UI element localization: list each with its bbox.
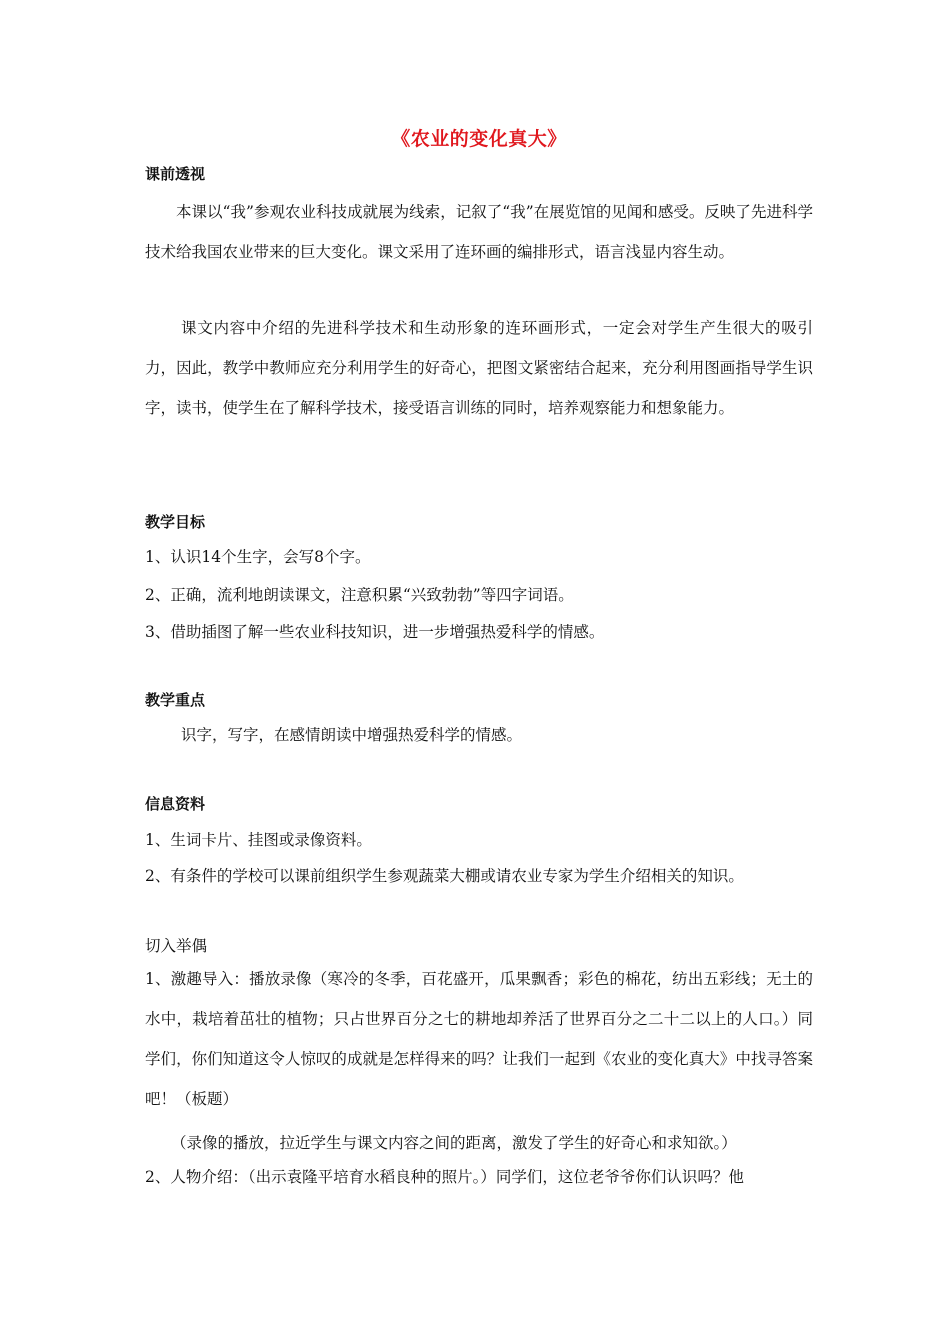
intro-note: （录像的播放，拉近学生与课文内容之间的距离，激发了学生的好奇心和求知欲。） bbox=[171, 1134, 737, 1152]
resource-item-1: 1、生词卡片、挂图或录像资料。 bbox=[145, 831, 372, 849]
goal-item-2: 2、正确，流利地朗读课文，注意积累“兴致勃勃”等四字词语。 bbox=[145, 586, 574, 604]
section-heading-preview: 课前透视 bbox=[145, 165, 206, 183]
preview-paragraph-1: 本课以“我”参观农业科技成就展为线索，记叙了“我”在展览馆的见闻和感受。反映了先进科学技术给我国农业带来的巨大变化。课文采用了连环画的编排形式，语言浅显内容生动。 bbox=[145, 203, 813, 261]
section-heading-focus: 教学重点 bbox=[145, 691, 206, 709]
page-title: 《农业的变化真大》 bbox=[391, 128, 567, 150]
intro-paragraph-1: 1、激趣导入：播放录像（寒冷的冬季，百花盛开，瓜果飘香；彩色的棉花，纺出五彩线；无土的水中，栽培着茁壮的植物；只占世界百分之七的耕地却养活了世界百分之二十二以上的人口。）同学们，你们知道这令人惊叹的成就是怎样得来的吗？让我们一起到《农业的变化真大》中找寻答案吧！（板题） bbox=[145, 970, 813, 1108]
preview-paragraph-2: 课文内容中介绍的先进科学技术和生动形象的连环画形式，一定会对学生产生很大的吸引力，因此，教学中教师应充分利用学生的好奇心，把图文紧密结合起来，充分利用图画指导学生识字，读书，使学生在了解科学技术，接受语言训练的同时，培养观察能力和想象能力。 bbox=[145, 319, 813, 417]
section-heading-goals: 教学目标 bbox=[145, 513, 206, 531]
goal-item-1: 1、认识14个生字，会写8个字。 bbox=[145, 548, 371, 566]
section-heading-intro: 切入举偶 bbox=[145, 937, 208, 955]
focus-text: 识字，写字，在感情朗读中增强热爱科学的情感。 bbox=[181, 726, 523, 744]
goal-item-3: 3、借助插图了解一些农业科技知识，进一步增强热爱科学的情感。 bbox=[145, 623, 605, 641]
resource-item-2: 2、有条件的学校可以课前组织学生参观蔬菜大棚或请农业专家为学生介绍相关的知识。 bbox=[145, 867, 744, 885]
section-heading-resources: 信息资料 bbox=[145, 795, 206, 813]
intro-paragraph-2: 2、人物介绍：（出示袁隆平培育水稻良种的照片。）同学们，这位老爷爷你们认识吗？他 bbox=[145, 1168, 744, 1186]
